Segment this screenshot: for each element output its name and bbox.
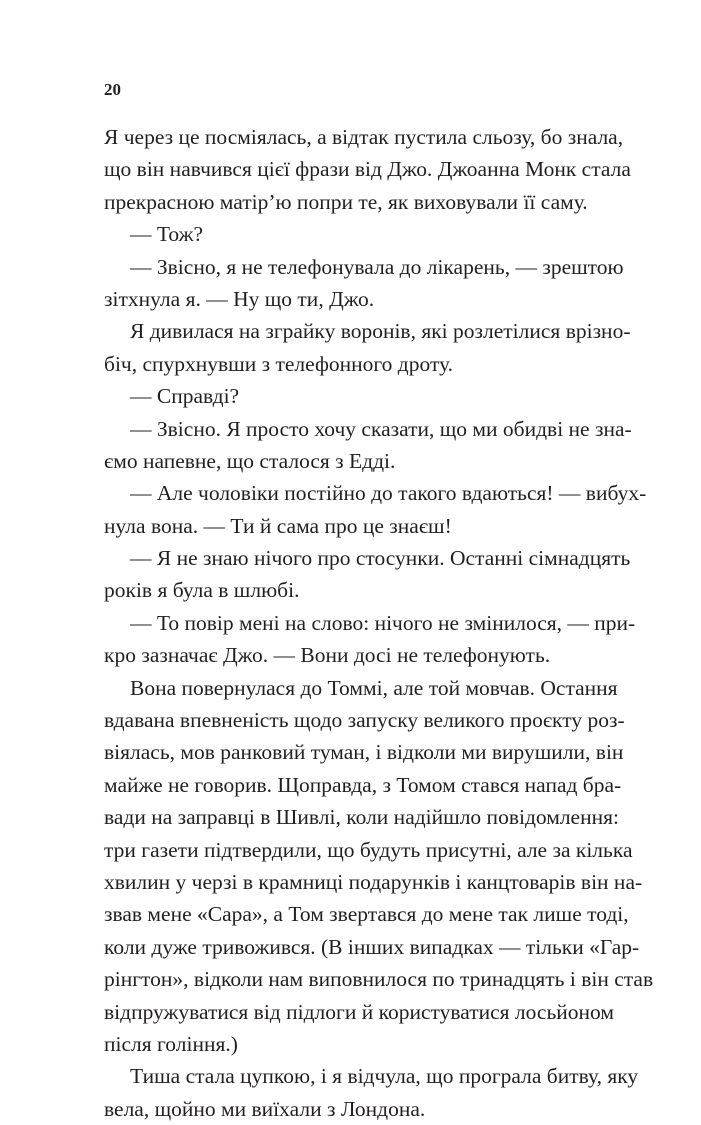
text-line: — То повір мені на слово: нічого не змінилося, — при- [130, 610, 636, 635]
body-text [104, 121, 654, 1125]
text-line: ємо напевне, що сталося з Едді. [104, 448, 396, 473]
text-line: хвилин у черзі в крамниці подарунків і канцтоварів він на- [104, 869, 643, 894]
text-line: відпружуватися від підлоги й користуватися лосьйоном [104, 999, 614, 1024]
text-line: зітхнула я. — Ну що ти, Джо. [104, 286, 375, 311]
text-line: віялась, мов ранковий туман, і відколи ми вирушили, він [104, 740, 624, 765]
text-line: коли дуже тривожився. (В інших випадках — тільки «Гар- [104, 934, 640, 959]
text-line: — Звісно. Я просто хочу сказати, що ми обидві не зна- [130, 416, 632, 441]
text-line: вела, щойно ми виїхали з Лондона. [104, 1096, 426, 1121]
text-line: три газети підтвердили, що будуть присутні, але за кілька [104, 837, 633, 862]
text-line: Я дивилася на зграйку воронів, які розлетілися врізно- [130, 319, 631, 344]
text-line: прекрасною матір’ю попри те, як виховували її саму. [104, 189, 588, 214]
text-line: — Але чоловіки постійно до такого вдаються! — вибух- [130, 481, 647, 506]
text-line: нула вона. — Ти й сама про це знаєш! [104, 513, 452, 538]
text-line: Я через це посміялась, а відтак пустила сльозу, бо знала, [104, 125, 624, 149]
text-line: — Я не знаю нічого про стосунки. Останні сімнадцять [130, 546, 631, 571]
text-line: років я була в шлюбі. [104, 578, 300, 603]
text-line: після гоління.) [104, 1031, 238, 1056]
text-line: вади на заправці в Шивлі, коли надійшло повідомлення: [104, 805, 619, 830]
text-line: кро зазначає Джо. — Вони досі не телефонують. [104, 643, 551, 668]
text-line: — Справді? [130, 384, 240, 409]
text-line: Вона повернулася до Томмі, але той мовчав. Остання [130, 675, 618, 700]
text-line: — Звісно, я не телефонувала до лікарень, — зрештою [130, 254, 624, 279]
text-line: біч, спурхнувши з телефонного дроту. [104, 351, 454, 376]
text-line: звав мене «Сара», а Том звертався до мене так лише тоді, [104, 902, 629, 927]
page-number: 20 [104, 80, 121, 99]
text-line: майже не говорив. Щоправда, з Томом стався напад бра- [104, 772, 622, 797]
text-line: рінгтон», відколи нам виповнилося по тринадцять і він став [104, 967, 654, 992]
text-line: вдавана впевненість щодо запуску великого проєкту роз- [104, 708, 625, 733]
text-line: — Тож? [130, 222, 204, 247]
text-line: що він навчився цієї фрази від Джо. Джоанна Монк стала [104, 157, 631, 182]
text-line: Тиша стала цупкою, і я відчула, що програла битву, яку [130, 1064, 639, 1089]
